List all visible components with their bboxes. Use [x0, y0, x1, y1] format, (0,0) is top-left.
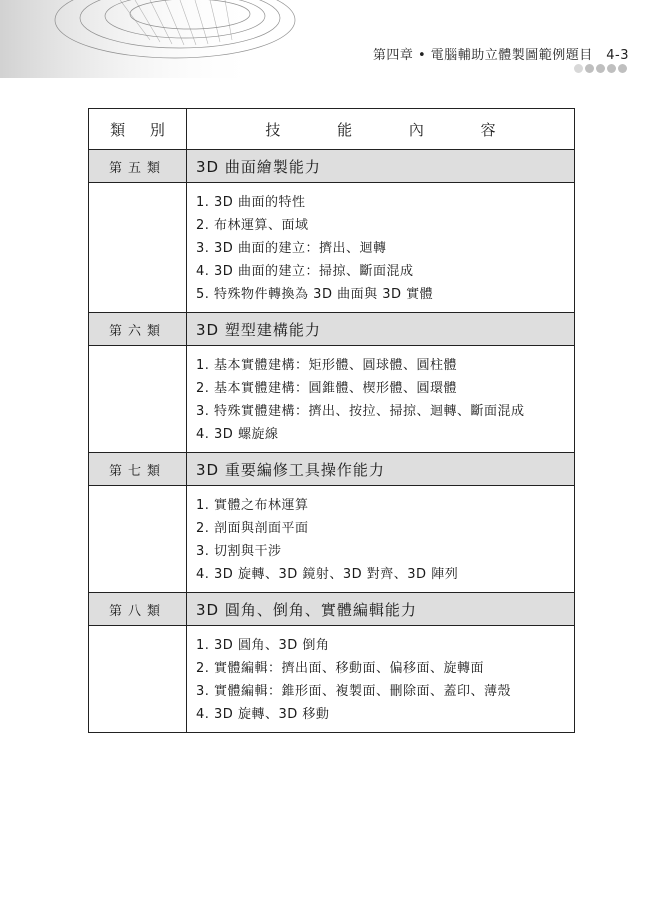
- list-item: 4. 3D 旋轉、3D 鏡射、3D 對齊、3D 陣列: [196, 567, 459, 582]
- items-row: [89, 485, 574, 592]
- list-item: 4. 3D 曲面的建立：掃掠、斷面混成: [196, 264, 414, 279]
- page-dots-decoration: [574, 64, 627, 73]
- list-item: 3. 特殊實體建構：擠出、按拉、掃掠、迴轉、斷面混成: [196, 404, 525, 419]
- category-title: 3D 圓角、倒角、實體編輯能力: [196, 600, 417, 619]
- list-item: 4. 3D 螺旋線: [196, 427, 279, 442]
- list-item: 2. 實體編輯：擠出面、移動面、偏移面、旋轉面: [196, 661, 485, 676]
- list-item: 3. 切割與干涉: [196, 544, 282, 559]
- items-row: [89, 625, 574, 732]
- column-header-category: 類 別: [89, 109, 187, 149]
- category-row: [89, 592, 574, 625]
- running-header: 第四章 • 電腦輔助立體製圖範例題目 4-3: [372, 48, 629, 63]
- list-item: 1. 3D 曲面的特性: [196, 195, 306, 210]
- list-item: 3. 3D 曲面的建立：擠出、迴轉: [196, 241, 387, 256]
- category-label: 第七類: [89, 453, 187, 485]
- category-title: 3D 曲面繪製能力: [196, 157, 321, 176]
- items-row: [89, 182, 574, 312]
- table-header-row: [89, 109, 574, 149]
- column-header-content: 技 能 內 容: [265, 120, 496, 139]
- category-row: [89, 452, 574, 485]
- items-row: [89, 345, 574, 452]
- list-item: 4. 3D 旋轉、3D 移動: [196, 707, 330, 722]
- category-label: 第六類: [89, 313, 187, 345]
- decorative-swirl-graphic: [0, 0, 663, 80]
- list-item: 2. 剖面與剖面平面: [196, 521, 309, 536]
- list-item: 1. 基本實體建構：矩形體、圓球體、圓柱體: [196, 358, 458, 373]
- list-item: 2. 基本實體建構：圓錐體、楔形體、圓環體: [196, 381, 458, 396]
- category-row: [89, 312, 574, 345]
- list-item: 1. 實體之布林運算: [196, 498, 309, 513]
- list-item: 1. 3D 圓角、3D 倒角: [196, 638, 330, 653]
- category-title: 3D 重要編修工具操作能力: [196, 460, 385, 479]
- category-label: 第八類: [89, 593, 187, 625]
- category-title: 3D 塑型建構能力: [196, 320, 321, 339]
- skills-table: [88, 108, 575, 733]
- list-item: 3. 實體編輯：錐形面、複製面、刪除面、蓋印、薄殼: [196, 684, 512, 699]
- list-item: 2. 布林運算、面域: [196, 218, 309, 233]
- category-label: 第五類: [89, 150, 187, 182]
- list-item: 5. 特殊物件轉換為 3D 曲面與 3D 實體: [196, 287, 434, 302]
- category-row: [89, 149, 574, 182]
